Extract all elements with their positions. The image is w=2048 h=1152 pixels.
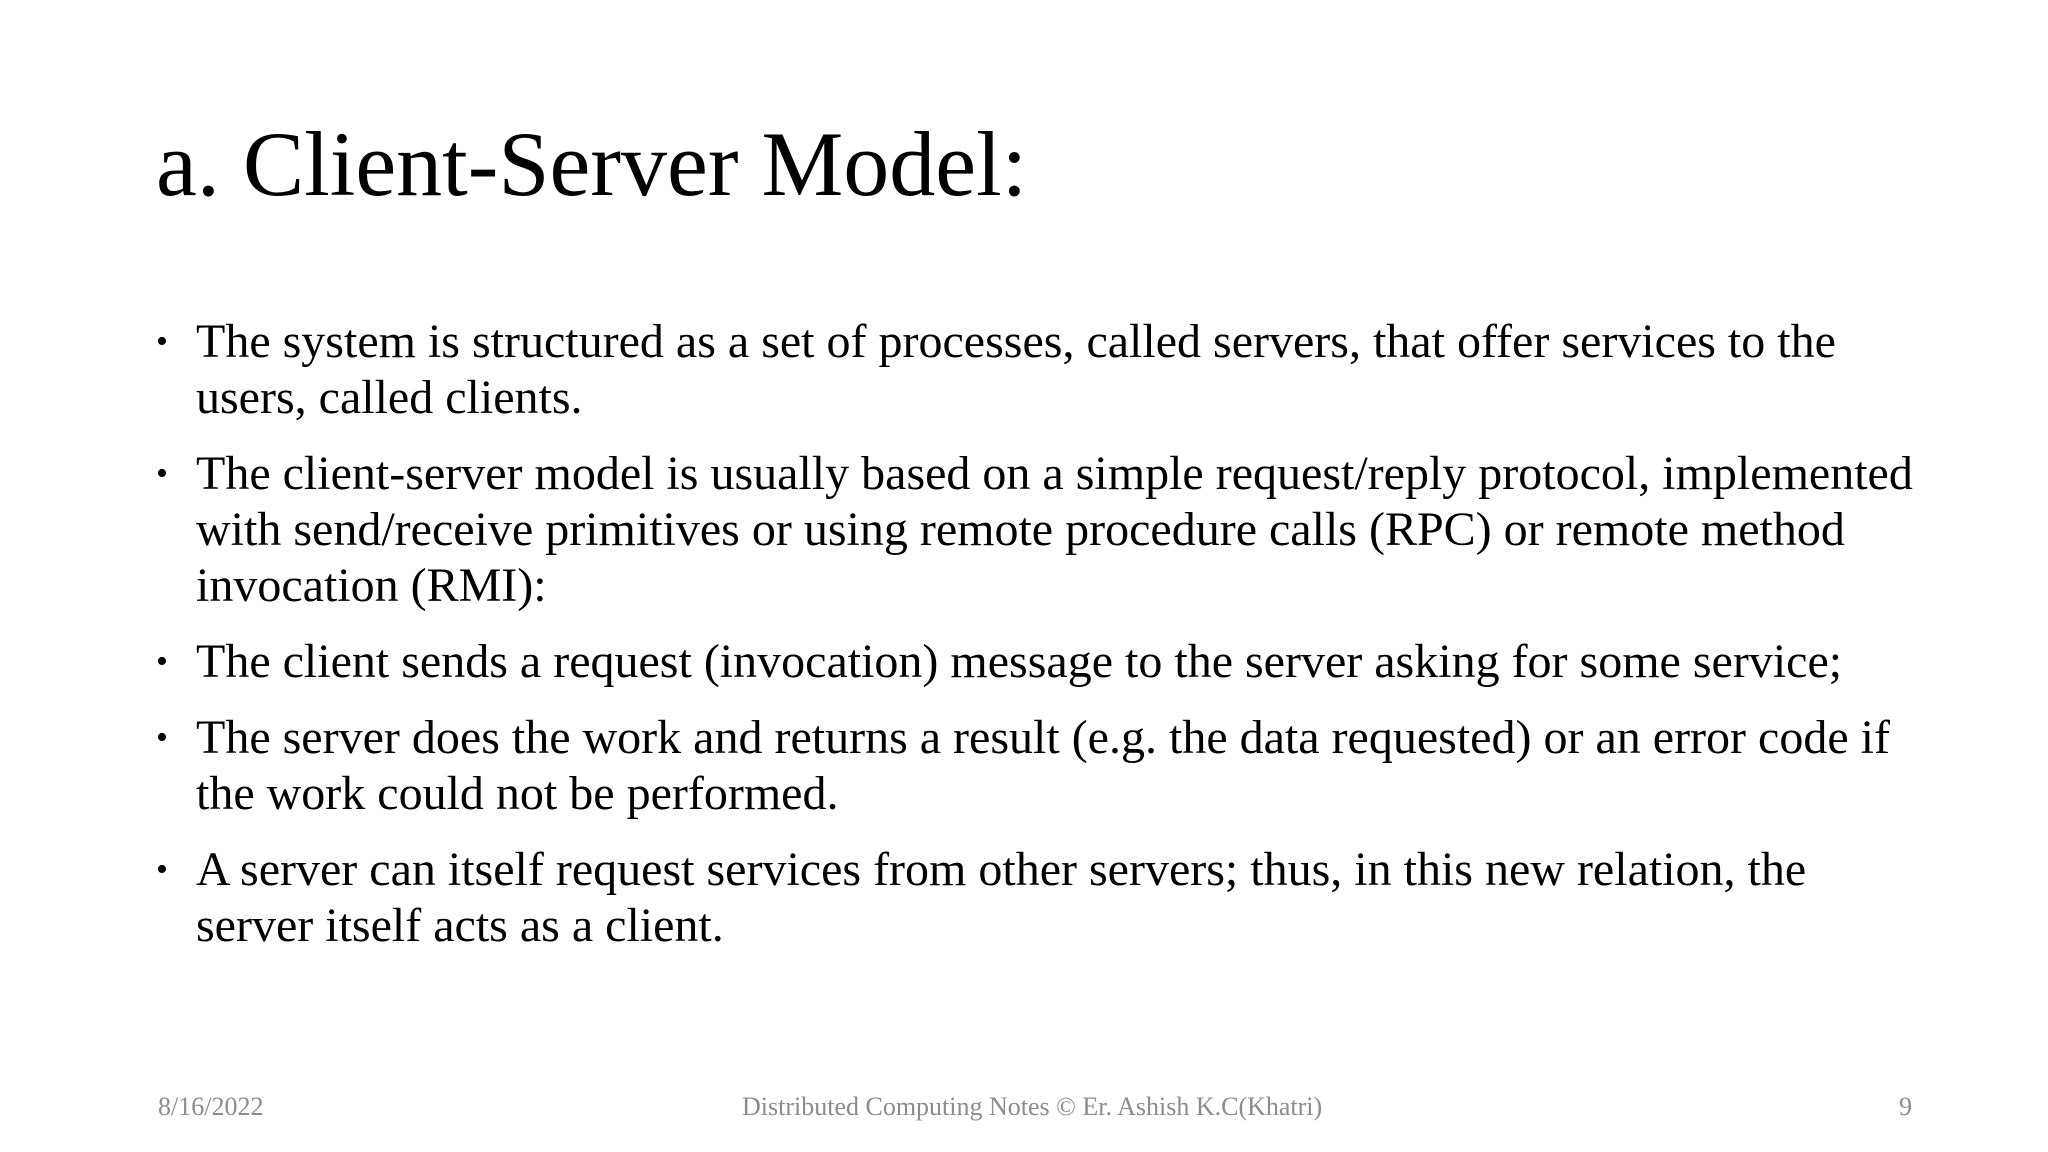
bullet-item bbox=[156, 710, 1916, 822]
footer-date: 8/16/2022 bbox=[158, 1092, 264, 1121]
bullet-item bbox=[156, 842, 1916, 954]
bullet-marker: • bbox=[156, 643, 168, 680]
bullet-marker: • bbox=[156, 455, 168, 492]
bullet-item bbox=[156, 446, 1916, 614]
bullet-text: The system is structured as a set of processes, called servers, that offer services to the users, called clients. bbox=[196, 315, 1836, 424]
bullet-text: The server does the work and returns a result (e.g. the data requested) or an error code if the work could not be performed. bbox=[196, 711, 1890, 820]
bullet-text: The client-server model is usually based on a simple request/reply protocol, implemented with send/receive primitives or using remote procedure calls (RPC) or remote method invocation (RMI): bbox=[196, 447, 1913, 612]
bullet-item bbox=[156, 634, 1916, 690]
bullet-marker: • bbox=[156, 719, 168, 756]
slide-title: a. Client-Server Model: bbox=[156, 113, 1028, 215]
slide-number: 9 bbox=[1899, 1092, 1912, 1121]
bullet-marker: • bbox=[156, 323, 168, 360]
bullet-text: A server can itself request services from other servers; thus, in this new relation, the server itself acts as a client. bbox=[196, 843, 1807, 952]
footer-text: Distributed Computing Notes © Er. Ashish K.C(Khatri) bbox=[742, 1092, 1323, 1121]
bullet-list bbox=[156, 314, 1916, 974]
bullet-item bbox=[156, 314, 1916, 426]
bullet-text: The client sends a request (invocation) message to the server asking for some service; bbox=[196, 635, 1843, 688]
bullet-marker: • bbox=[156, 851, 168, 888]
